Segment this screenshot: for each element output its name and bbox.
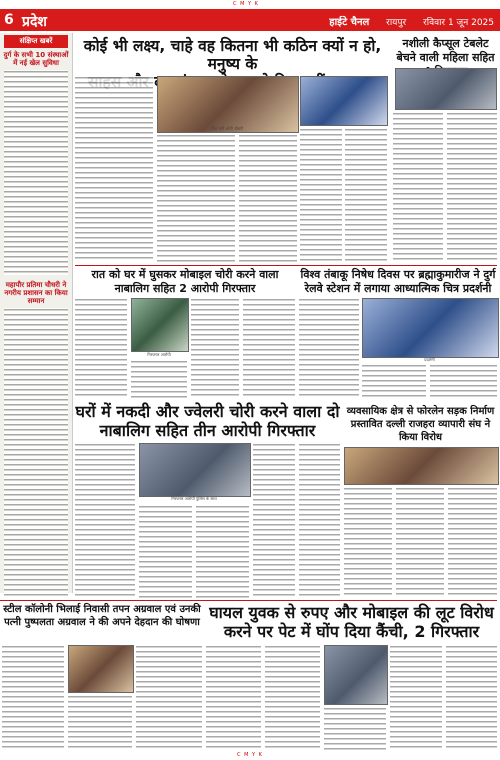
robbery-story-col-2 — [265, 645, 320, 750]
event-photo — [300, 76, 388, 126]
cash-story-col-1 — [75, 443, 135, 598]
steel-headline: स्टील कॉलोनी भिलाई निवासी तपन अग्रवाल एवं उनकी पत्नी पुष्पलता अग्रवाल ने की अपने देहदान की घोषणा — [3, 604, 201, 628]
masthead — [329, 14, 494, 28]
theft-story-col-4 — [243, 298, 295, 398]
lead-story-col-5 — [345, 128, 387, 262]
minister-photo — [157, 76, 299, 133]
robbery-story-col-1 — [206, 645, 261, 750]
road-protest-photo — [344, 447, 499, 485]
capsule-story-col-1 — [393, 112, 443, 262]
page-number: 6 — [4, 12, 14, 28]
robbery-story-col-4 — [390, 645, 442, 750]
robbery-accused-photo — [324, 645, 388, 705]
capsule-story-col-2 — [447, 112, 497, 262]
theft-headline: रात को घर में घुसकर मोबाइल चोरी करने वाला नाबालिग सहित 2 आरोपी गिरफ्तार — [91, 268, 279, 295]
tobacco-headline: विश्व तंबाकू निषेध दिवस पर ब्रह्माकुमारीज ने दुर्ग रेलवे स्टेशन में लगाया आध्यात्मिक चित्र प्रदर्शनी — [300, 268, 496, 295]
theft-story-col-1 — [75, 298, 127, 398]
divider — [0, 600, 497, 601]
brief-body-1 — [4, 70, 68, 275]
lead-story-col-4 — [300, 128, 342, 262]
lead-story-col-1 — [75, 76, 153, 262]
theft-photo-caption: गिरफ्तार आरोपी — [147, 352, 171, 357]
cash-story-col-5 — [299, 443, 340, 598]
tobacco-story-col-2 — [362, 364, 426, 398]
road-story-col-1 — [344, 487, 392, 598]
cash-story-col-2 — [139, 505, 192, 598]
capsule-headline: नशीली कैप्सूल टेबलेट बेचने वाली महिला सहित — [396, 37, 495, 64]
minister-photo-caption: वित्त मंत्री ओपी चौधरी — [211, 126, 243, 131]
lead-headline-line1: कोई भी लक्ष्य, चाहे वह कितना भी कठिन क्यों न हो, मनुष्य के — [83, 37, 382, 73]
color-registration-mark: C M Y K — [233, 1, 259, 7]
robbery-story-col-5 — [446, 645, 497, 750]
brief-headline-1: दुर्ग के सभी 10 संस्थाओं में नई खेल सुविधा — [3, 51, 69, 67]
expo-photo — [362, 298, 499, 358]
color-registration-mark-bottom: C M Y K — [237, 752, 263, 758]
divider — [75, 265, 497, 266]
cash-theft-headline: घरों में नकदी और ज्वेलरी चोरी करने वाला दो नाबालिग सहित तीन आरोपी गिरफ्तार — [75, 402, 340, 440]
police-photo — [139, 443, 251, 497]
brand-name: हाईटे चैनल — [329, 17, 370, 28]
tobacco-story-col-1 — [299, 298, 359, 398]
cash-story-col-3 — [196, 505, 249, 598]
lead-story-col-2 — [157, 134, 235, 262]
robbery-story-col-3 — [324, 707, 386, 750]
theft-story-col-3 — [191, 298, 239, 398]
steel-story-col-1 — [2, 645, 64, 750]
sidebar-title: संक्षिप्त खबरें — [4, 35, 68, 48]
steel-story-col-2 — [68, 695, 132, 750]
theft-story-col-2 — [131, 360, 187, 398]
tobacco-story-col-3 — [430, 364, 497, 398]
capsule-accused-photo — [395, 68, 497, 110]
issue-date: रविवार 1 जून 2025 — [423, 18, 494, 28]
city-name: रायपुर — [386, 18, 407, 28]
road-headline: व्यवसायिक क्षेत्र से फोरलेन सड़क निर्माण प्रस्तावित दल्ली राजहरा व्यापारी संघ ने किया विरोध — [346, 406, 495, 443]
theft-photo — [131, 298, 189, 352]
lead-story-col-3 — [239, 134, 297, 262]
brief-body-2 — [4, 308, 68, 598]
police-photo-caption: गिरफ्तार आरोपी पुलिस के साथ — [171, 496, 217, 501]
couple-photo — [68, 645, 134, 693]
road-story-col-3 — [448, 487, 497, 598]
sidebar-briefs — [0, 33, 73, 593]
section-title: प्रदेश — [22, 14, 47, 30]
cash-story-col-4 — [253, 443, 295, 598]
road-story-col-2 — [396, 487, 444, 598]
robbery-headline: घायल युवक से रुपए और मोबाइल की लूट विरोध करने पर पेट में घोंप दिया कैंची, 2 गिरफ्तार — [209, 603, 494, 641]
expo-photo-caption: प्रदर्शनी — [424, 357, 435, 362]
steel-story-col-3 — [136, 645, 202, 750]
brief-headline-2: महापौर प्रतिमा चौधरी ने नगरीय प्रशासन का किया सम्मान — [4, 281, 68, 305]
